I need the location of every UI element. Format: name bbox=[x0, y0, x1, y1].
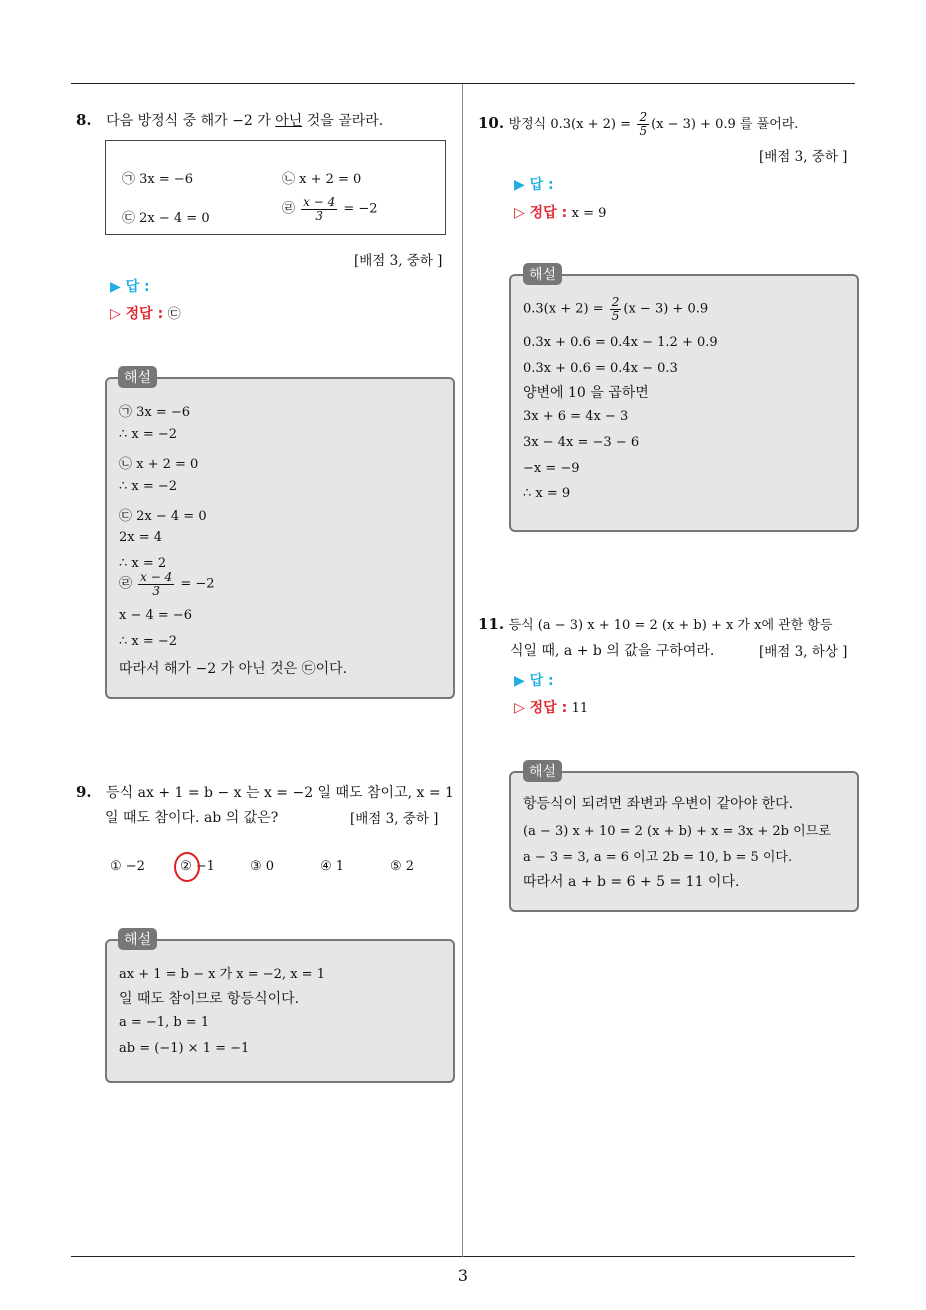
solution-box: ㉠ 3x = −6 ∴ x = −2 ㉡ x + 2 = 0 ∴ x = −2 ㉢ 2x − 4 = 0 2x = 4 ∴ x = 2 ㉣ $\frac{x - 4}{3}$ = −2 x − 4 = −6 ∴ x = −2 따라서 해가 −2 가 아닌 것은 ㉢이다. bbox=[105, 377, 455, 699]
score-label: [배점 3, 중하 ] bbox=[354, 253, 443, 269]
choice-4[interactable]: ㉣ $\frac{x - 4}{3}$ = −2 bbox=[282, 195, 378, 223]
score-label: [배점 3, 하상 ] bbox=[759, 644, 848, 660]
solution-tag: 해설 bbox=[523, 263, 562, 285]
column-divider bbox=[462, 84, 463, 1257]
page-number: 3 bbox=[457, 1266, 469, 1285]
choice-1[interactable]: ① −2 bbox=[110, 859, 145, 874]
question-number: 11. bbox=[478, 615, 505, 633]
top-rule bbox=[71, 83, 855, 84]
solution-box: ax + 1 = b − x 가 x = −2, x = 1 일 때도 참이므로 항등식이다. a = −1, b = 1 ab = (−1) × 1 = −1 bbox=[105, 939, 455, 1083]
question-11-stem-line1: 11. 등식 (a − 3) x + 10 = 2 (x + b) + x 가 x에 관한 항등 bbox=[478, 615, 833, 633]
answer-blank-label: ▶ 답 : bbox=[110, 279, 150, 295]
score-label: [배점 3, 중하 ] bbox=[350, 811, 439, 827]
answer-blank-label: ▶ 답 : bbox=[514, 177, 554, 193]
solution-tag: 해설 bbox=[118, 928, 157, 950]
choice-5[interactable]: ⑤ 2 bbox=[390, 859, 415, 874]
choice-3[interactable]: ㉢ 2x − 4 = 0 bbox=[122, 211, 210, 226]
solution-tag: 해설 bbox=[118, 366, 157, 388]
correct-answer: ▷ 정답 : ㉢ bbox=[110, 306, 181, 322]
choice-1[interactable]: ㉠ 3x = −6 bbox=[122, 172, 194, 187]
question-10-stem: 10. 방정식 0.3(x + 2) = $\frac{2}{5}$ (x − 3) + 0.9 를 풀어라. bbox=[478, 110, 799, 138]
question-9-stem-line2: 일 때도 참이다. ab 의 값은? bbox=[105, 810, 279, 826]
selected-circle-mark bbox=[174, 852, 200, 882]
solution-box: 항등식이 되려면 좌변과 우변이 같아야 한다. (a − 3) x + 10 = 2 (x + b) + x = 3x + 2b 이므로 a − 3 = 3, a = 6 이고 2b = 10, b = 5 이다. 따라서 a + b = 6 + 5 = 11 이다. bbox=[509, 771, 859, 912]
bottom-rule bbox=[71, 1256, 855, 1257]
choice-2[interactable]: ② −1 bbox=[180, 859, 215, 874]
question-number: 9. bbox=[76, 783, 92, 801]
choice-box bbox=[105, 140, 446, 235]
question-11-stem-line2: 식일 때, a + b 의 값을 구하여라. bbox=[510, 643, 715, 659]
choice-2[interactable]: ㉡ x + 2 = 0 bbox=[282, 172, 362, 187]
question-number: 8. bbox=[76, 111, 92, 129]
solution-fraction-line: 0.3(x + 2) = $\frac{2}{5}$ (x − 3) + 0.9 bbox=[523, 295, 709, 323]
correct-answer: ▷ 정답 : 11 bbox=[514, 700, 589, 716]
solution-fraction-line: ㉣ $\frac{x - 4}{3}$ = −2 bbox=[119, 570, 215, 598]
score-label: [배점 3, 중하 ] bbox=[759, 149, 848, 165]
question-8-stem: 8. 다음 방정식 중 해가 −2 가 아닌 것을 골라라. bbox=[76, 111, 384, 129]
question-number: 10. bbox=[478, 114, 505, 133]
choice-4[interactable]: ④ 1 bbox=[320, 859, 345, 874]
correct-answer: ▷ 정답 : x = 9 bbox=[514, 205, 607, 221]
answer-blank-label: ▶ 답 : bbox=[514, 673, 554, 689]
fraction: $\frac{x - 4}{3}$ bbox=[303, 195, 336, 223]
question-9-stem-line1: 9. 등식 ax + 1 = b − x 는 x = −2 일 때도 참이고, x = 1 bbox=[76, 783, 454, 801]
solution-tag: 해설 bbox=[523, 760, 562, 782]
solution-box: 0.3(x + 2) = $\frac{2}{5}$ (x − 3) + 0.9 0.3x + 0.6 = 0.4x − 1.2 + 0.9 0.3x + 0.6 = 0.4x − 0.3 양변에 10 을 곱하면 3x + 6 = 4x − 3 3x − 4x = −3 − 6 −x = −9 ∴ x = 9 bbox=[509, 274, 859, 532]
choice-3[interactable]: ③ 0 bbox=[250, 859, 275, 874]
